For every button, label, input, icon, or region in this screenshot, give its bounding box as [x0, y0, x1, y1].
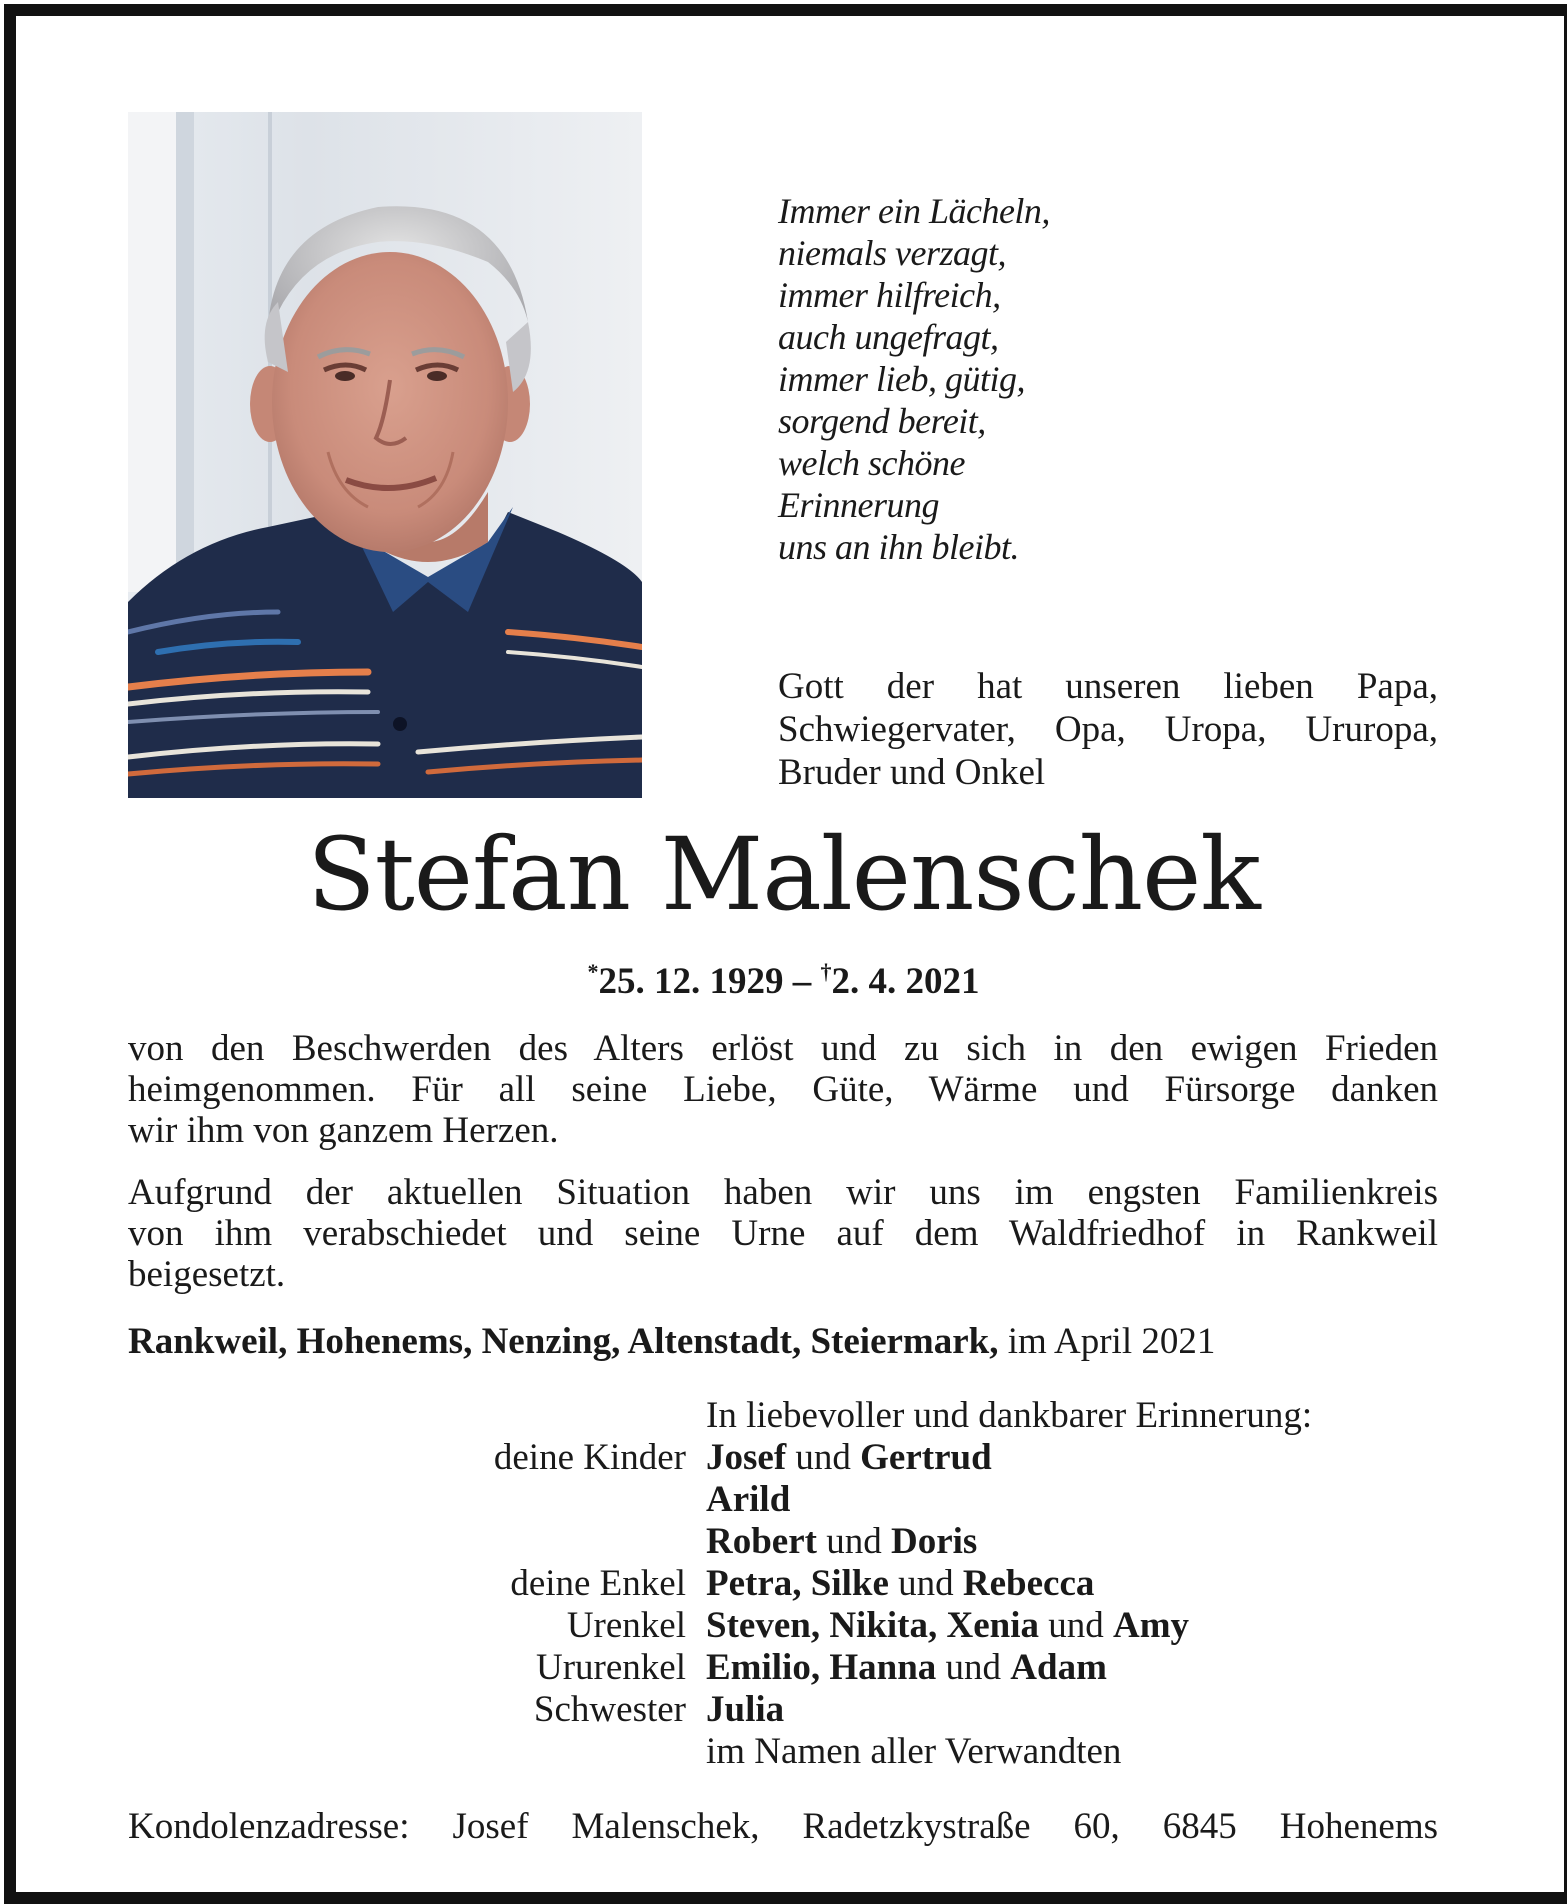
paragraph-line: von ihm verabschiedet und seine Urne auf dem Waldfriedhof in Rankweil [128, 1213, 1438, 1254]
intro-text [778, 665, 1438, 794]
poem-line: auch ungefragt, [778, 317, 999, 357]
relative-name: Amy [1113, 1605, 1190, 1646]
relative-name: Steven, Nikita, Xenia [706, 1605, 1039, 1646]
birth-date: 25. 12. 1929 [598, 961, 784, 1002]
connector-text: und [888, 1563, 963, 1604]
life-dates [0, 950, 1567, 1004]
relative-name: Adam [1010, 1647, 1107, 1688]
paragraph-thanks [128, 1028, 1438, 1151]
paragraph-line: Aufgrund der aktuellen Situation haben wir uns im engsten Familienkreis [128, 1172, 1438, 1213]
relative-name: Gertrud [860, 1437, 992, 1478]
paragraph-line: heimgenommen. Für all seine Liebe, Güte, Wärme und Fürsorge danken [128, 1069, 1438, 1110]
relative-name: Rebecca [962, 1563, 1095, 1604]
relative-name: Petra, Silke [706, 1563, 889, 1604]
family-list [128, 1395, 1438, 1773]
relation-label: deine Enkel [510, 1563, 686, 1604]
connector-text: und [936, 1647, 1011, 1688]
relative-names [706, 1647, 1107, 1689]
family-row [128, 1605, 1438, 1647]
deceased-name: Stefan Malenschek [307, 816, 1260, 933]
family-closing-row [128, 1731, 1438, 1773]
date-separator: – [792, 961, 812, 1002]
portrait-photo [128, 112, 642, 798]
poem-line: uns an ihn bleibt. [778, 527, 1019, 567]
paragraph-line: von den Beschwerden des Alters erlöst und zu sich in den ewigen Frieden [128, 1028, 1438, 1069]
intro-line: Gott der hat unseren lieben Papa, [778, 666, 1438, 707]
relative-names [706, 1563, 1094, 1605]
family-row [128, 1647, 1438, 1689]
relative-name: Doris [890, 1521, 978, 1562]
family-row [128, 1563, 1438, 1605]
birth-symbol: * [587, 959, 599, 984]
family-row [128, 1437, 1438, 1479]
relative-name: Arild [706, 1479, 791, 1520]
family-row [128, 1521, 1438, 1563]
relation-label [128, 1521, 706, 1563]
family-row [128, 1479, 1438, 1521]
poem-line: niemals verzagt, [778, 233, 1006, 273]
paragraph-line: wir ihm von ganzem Herzen. [128, 1110, 559, 1151]
relative-name: Emilio, Hanna [706, 1647, 937, 1688]
connector-text: und [786, 1437, 861, 1478]
family-row [128, 1689, 1438, 1731]
relative-names [706, 1521, 977, 1563]
relation-label: Ururenkel [536, 1647, 686, 1688]
family-closing: im Namen aller Verwandten [706, 1731, 1122, 1772]
paragraph-burial [128, 1172, 1438, 1295]
death-symbol: † [820, 959, 832, 984]
death-date: 2. 4. 2021 [831, 961, 980, 1002]
poem-line: Erinnerung [778, 485, 939, 525]
family-heading-row [128, 1395, 1438, 1437]
poem-line: welch schöne [778, 443, 965, 483]
intro-line: Schwiegervater, Opa, Uropa, Ururopa, [778, 709, 1438, 750]
connector-text: und [816, 1521, 891, 1562]
portrait-image [128, 112, 642, 798]
relative-name: Robert [706, 1521, 817, 1562]
connector-text: und [1039, 1605, 1113, 1646]
relative-names [706, 1479, 790, 1521]
relative-name: Josef [706, 1437, 787, 1478]
relation-label: deine Kinder [493, 1437, 686, 1478]
place-names: Rankweil, Hohenems, Nenzing, Altenstadt, Steiermark, [128, 1321, 999, 1362]
relative-names [706, 1437, 992, 1479]
poem-line: Immer ein Lächeln, [778, 191, 1050, 231]
family-heading: In liebevoller und dankbarer Erinnerung: [706, 1395, 1313, 1436]
places-and-date [128, 1320, 1438, 1364]
poem-line: sorgend bereit, [778, 401, 986, 441]
announcement-date: im April 2021 [1007, 1321, 1216, 1362]
relation-label: Urenkel [566, 1605, 686, 1646]
relation-label [128, 1479, 706, 1521]
relative-names [706, 1605, 1189, 1647]
relative-names [706, 1689, 784, 1731]
paragraph-line: beigesetzt. [128, 1254, 286, 1295]
relative-name: Julia [706, 1689, 785, 1730]
poem-line: immer hilfreich, [778, 275, 1001, 315]
relation-label: Schwester [533, 1689, 686, 1730]
condolence-address: Kondolenzadresse: Josef Malenschek, Radetzkystraße 60, 6845 Hohenems [128, 1806, 1438, 1847]
memorial-poem [778, 190, 1278, 568]
poem-line: immer lieb, gütig, [778, 359, 1025, 399]
intro-line: Bruder und Onkel [778, 752, 1046, 793]
